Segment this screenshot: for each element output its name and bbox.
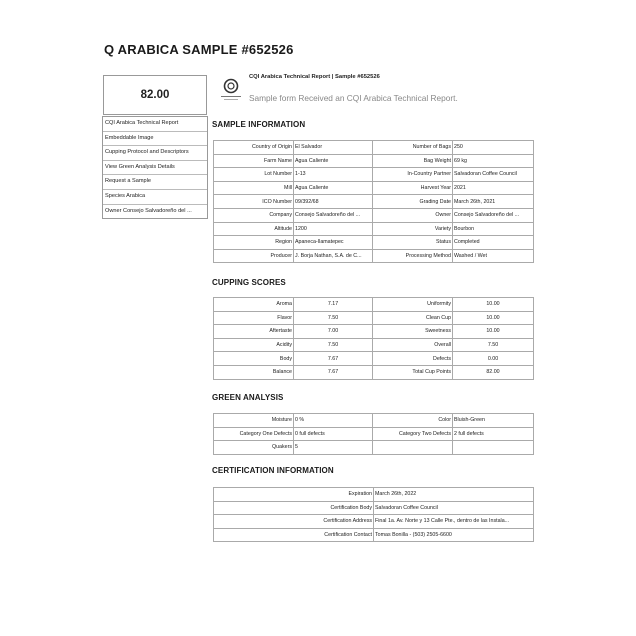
field-label: Status — [373, 236, 453, 250]
table-row — [214, 154, 534, 168]
field-label — [373, 441, 453, 455]
field-value: 7.50 — [453, 338, 534, 352]
field-label: Expiration — [214, 488, 374, 502]
table-row — [214, 338, 534, 352]
field-value: El Salvador — [294, 141, 373, 155]
total-score-value: 82.00 — [140, 89, 170, 101]
field-value: 7.00 — [294, 325, 373, 339]
table-row — [214, 298, 534, 312]
field-label: Lot Number — [214, 168, 294, 182]
field-value: 7.17 — [294, 298, 373, 312]
report-header: CQI Arabica Technical Report | Sample #652526 — [249, 74, 380, 80]
field-label: Aroma — [214, 298, 294, 312]
field-label: Balance — [214, 365, 294, 379]
field-label: ICO Number — [214, 195, 294, 209]
field-label: Category Two Defects — [373, 427, 453, 441]
section-title-cupping: CUPPING SCORES — [212, 278, 286, 287]
field-label: Certification Address — [214, 515, 374, 529]
section-title-green: GREEN ANALYSIS — [212, 393, 284, 402]
field-label: Defects — [373, 352, 453, 366]
cqi-logo-icon — [218, 77, 244, 103]
field-value: Consejo Salvadoreño del ... — [453, 208, 534, 222]
field-value: 5 — [294, 441, 373, 455]
field-label: Processing Method — [373, 249, 453, 263]
field-value: 82.00 — [453, 365, 534, 379]
menu-item-owner[interactable]: Owner Consejo Salvadoreño del ... — [105, 207, 192, 214]
field-value: Salvadoran Coffee Council — [374, 501, 534, 515]
field-value: March 26th, 2022 — [374, 488, 534, 502]
menu-item-species[interactable]: Species Arabica — [103, 190, 207, 205]
table-row — [214, 325, 534, 339]
field-value: 1-13 — [294, 168, 373, 182]
field-value: Bluish-Green — [453, 414, 534, 428]
field-label: Moisture — [214, 414, 294, 428]
field-value: 2021 — [453, 181, 534, 195]
table-row — [214, 208, 534, 222]
table-row — [214, 352, 534, 366]
field-label: Aftertaste — [214, 325, 294, 339]
field-label: Total Cup Points — [373, 365, 453, 379]
field-value: Agua Caliente — [294, 154, 373, 168]
field-value: J. Borja Nathan, S.A. de C... — [294, 249, 373, 263]
field-label: Company — [214, 208, 294, 222]
field-label: Clean Cup — [373, 311, 453, 325]
field-value: 0 full defects — [294, 427, 373, 441]
field-value: March 26th, 2021 — [453, 195, 534, 209]
field-label: Country of Origin — [214, 141, 294, 155]
table-row — [214, 488, 534, 502]
table-row — [214, 528, 534, 542]
menu-item-cupping-protocol[interactable]: Cupping Protocol and Descriptors — [103, 146, 207, 161]
field-label: Uniformity — [373, 298, 453, 312]
table-row — [214, 501, 534, 515]
field-label: Category One Defects — [214, 427, 294, 441]
field-label: In-Country Partner — [373, 168, 453, 182]
field-label: Region — [214, 236, 294, 250]
field-label: Owner — [373, 208, 453, 222]
field-value: Bourbon — [453, 222, 534, 236]
field-value: 7.50 — [294, 311, 373, 325]
table-row — [214, 181, 534, 195]
field-value: 10.00 — [453, 298, 534, 312]
field-value: Tomas Bonilla - (503) 2505-6600 — [374, 528, 534, 542]
field-value: 0.00 — [453, 352, 534, 366]
field-value: 10.00 — [453, 311, 534, 325]
table-row — [214, 515, 534, 529]
field-value: 7.67 — [294, 365, 373, 379]
field-label: Overall — [373, 338, 453, 352]
field-label: Certification Contact — [214, 528, 374, 542]
field-label: Altitude — [214, 222, 294, 236]
field-label: Bag Weight — [373, 154, 453, 168]
table-row — [214, 222, 534, 236]
table-row — [214, 427, 534, 441]
field-value: Agua Caliente — [294, 181, 373, 195]
field-label: Certification Body — [214, 501, 374, 515]
side-menu — [102, 116, 208, 219]
table-row — [214, 141, 534, 155]
table-row — [214, 249, 534, 263]
menu-item-green-analysis[interactable]: View Green Analysis Details — [103, 161, 207, 176]
field-label: Mill — [214, 181, 294, 195]
field-value: Final 1a. Av. Norte y 13 Calle Pte., dentro de las Instala... — [374, 515, 534, 529]
field-value: Apaneca-Ilamatepec — [294, 236, 373, 250]
field-value: 7.67 — [294, 352, 373, 366]
field-label: Sweetness — [373, 325, 453, 339]
field-value: 2 full defects — [453, 427, 534, 441]
field-value: 09/392/68 — [294, 195, 373, 209]
field-label: Farm Name — [214, 154, 294, 168]
report-subtitle: Sample form Received an CQI Arabica Technical Report. — [249, 93, 458, 103]
field-label: Color — [373, 414, 453, 428]
field-value: 250 — [453, 141, 534, 155]
field-value: 7.50 — [294, 338, 373, 352]
table-row — [214, 414, 534, 428]
table-row — [214, 311, 534, 325]
certification-table — [213, 487, 534, 542]
table-row — [214, 441, 534, 455]
sample-info-table — [213, 140, 534, 263]
table-row — [214, 168, 534, 182]
field-value: 0 % — [294, 414, 373, 428]
field-value: 10.00 — [453, 325, 534, 339]
field-label: Number of Bags — [373, 141, 453, 155]
field-label: Body — [214, 352, 294, 366]
field-value — [453, 441, 534, 455]
field-value: Completed — [453, 236, 534, 250]
field-value: Salvadoran Coffee Council — [453, 168, 534, 182]
table-row — [214, 365, 534, 379]
menu-item-technical-report[interactable]: CQI Arabica Technical Report — [103, 117, 207, 132]
menu-item-request-sample[interactable]: Request a Sample — [103, 175, 207, 190]
menu-item-embeddable-image[interactable]: Embeddable Image — [103, 132, 207, 147]
field-label: Quakers — [214, 441, 294, 455]
table-row — [214, 195, 534, 209]
field-value: Consejo Salvadoreño del ... — [294, 208, 373, 222]
field-label: Variety — [373, 222, 453, 236]
field-label: Grading Date — [373, 195, 453, 209]
green-analysis-table — [213, 413, 534, 455]
field-label: Harvest Year — [373, 181, 453, 195]
cupping-scores-table — [213, 297, 534, 380]
field-value: Washed / Wet — [453, 249, 534, 263]
field-value: 69 kg — [453, 154, 534, 168]
field-label: Producer — [214, 249, 294, 263]
field-label: Flavor — [214, 311, 294, 325]
total-score-box — [103, 75, 207, 115]
field-value: 1200 — [294, 222, 373, 236]
table-row — [214, 236, 534, 250]
page-title: Q ARABICA SAMPLE #652526 — [104, 42, 294, 57]
section-title-sample: SAMPLE INFORMATION — [212, 120, 306, 129]
field-label: Acidity — [214, 338, 294, 352]
section-title-cert: CERTIFICATION INFORMATION — [212, 466, 334, 475]
